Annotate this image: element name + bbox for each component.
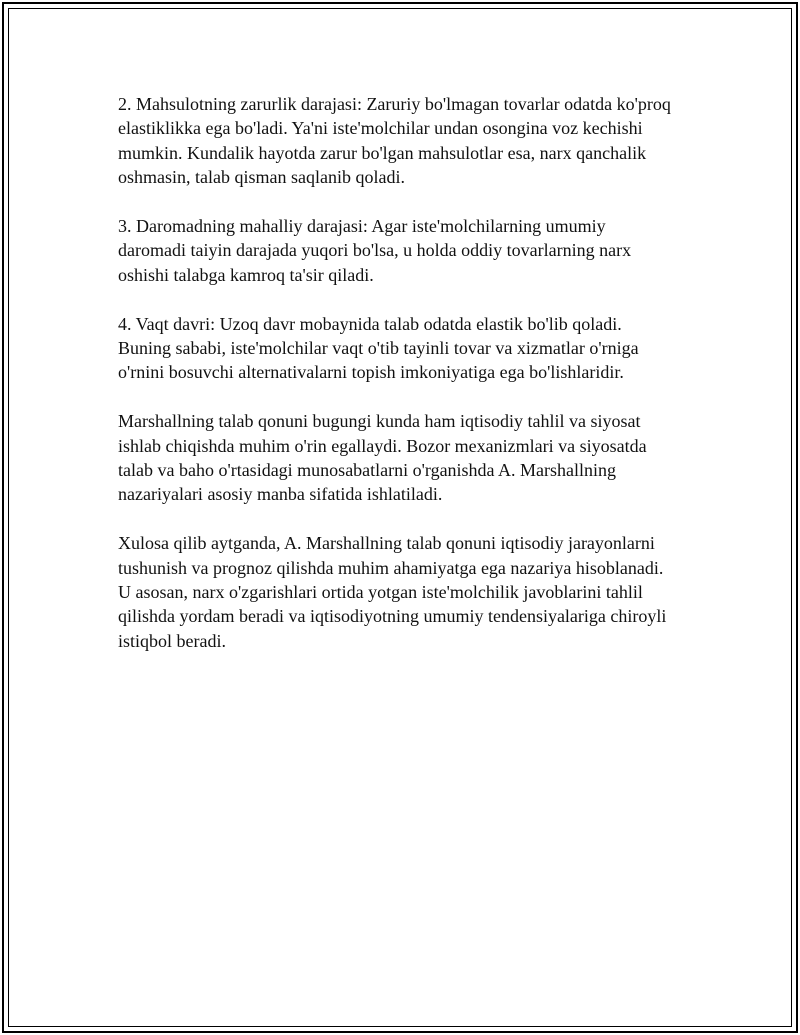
- paragraph-line: tushunish va prognoz qilishda muhim ahamiyatga ega nazariya hisoblanadi.: [118, 557, 664, 578]
- paragraph-line: talab va baho o'rtasidagi munosabatlarni o'rganishda A. Marshallning: [118, 460, 617, 481]
- paragraph-line: 3. Daromadning mahalliy darajasi: Agar iste'molchilarning umumiy: [118, 216, 606, 237]
- paragraph-line: oshmasin, talab qisman saqlanib qoladi.: [118, 167, 405, 188]
- paragraph-line: qilishda yordam beradi va iqtisodiyotning umumiy tendensiyalariga chiroyli: [118, 606, 667, 627]
- paragraph-line: 4. Vaqt davri: Uzoq davr mobaynida talab odatda elastik bo'lib qoladi.: [118, 313, 622, 334]
- paragraph-line: Xulosa qilib aytganda, A. Marshallning talab qonuni iqtisodiy jarayonlarni: [118, 533, 655, 554]
- paragraph-line: mumkin. Kundalik hayotda zarur bo'lgan mahsulotlar esa, narx qanchalik: [118, 142, 647, 163]
- paragraph-line: Marshallning talab qonuni bugungi kunda ham iqtisodiy tahlil va siyosat: [118, 411, 641, 432]
- document-body: [118, 92, 698, 678]
- paragraph-income-level: [118, 214, 698, 287]
- paragraph-line: Buning sababi, iste'molchilar vaqt o'tib tayinli tovar va xizmatlar o'rniga: [118, 338, 639, 359]
- paragraph-line: ishlab chiqishda muhim o'rin egallaydi. Bozor mexanizmlari va siyosatda: [118, 435, 647, 456]
- paragraph-conclusion: [118, 531, 698, 653]
- paragraph-necessity-level: [118, 92, 698, 190]
- paragraph-line: oshishi talabga kamroq ta'sir qiladi.: [118, 264, 374, 285]
- paragraph-time-period: [118, 312, 698, 385]
- paragraph-line: o'rnini bosuvchi alternativalarni topish imkoniyatiga ega bo'lishlaridir.: [118, 362, 624, 383]
- paragraph-line: 2. Mahsulotning zarurlik darajasi: Zaruriy bo'lmagan tovarlar odatda ko'proq: [118, 94, 671, 114]
- paragraph-line: daromadi taiyin darajada yuqori bo'lsa, u holda oddiy tovarlarning narx: [118, 240, 632, 261]
- paragraph-line: elastiklikka ega bo'ladi. Ya'ni iste'molchilar undan osongina voz kechishi: [118, 118, 643, 139]
- paragraph-line: U asosan, narx o'zgarishlari ortida yotgan iste'molchilik javoblarini tahlil: [118, 582, 643, 603]
- paragraph-line: istiqbol beradi.: [118, 630, 226, 651]
- paragraph-marshall-today: [118, 409, 698, 507]
- paragraph-line: nazariyalari asosiy manba sifatida ishlatiladi.: [118, 484, 443, 505]
